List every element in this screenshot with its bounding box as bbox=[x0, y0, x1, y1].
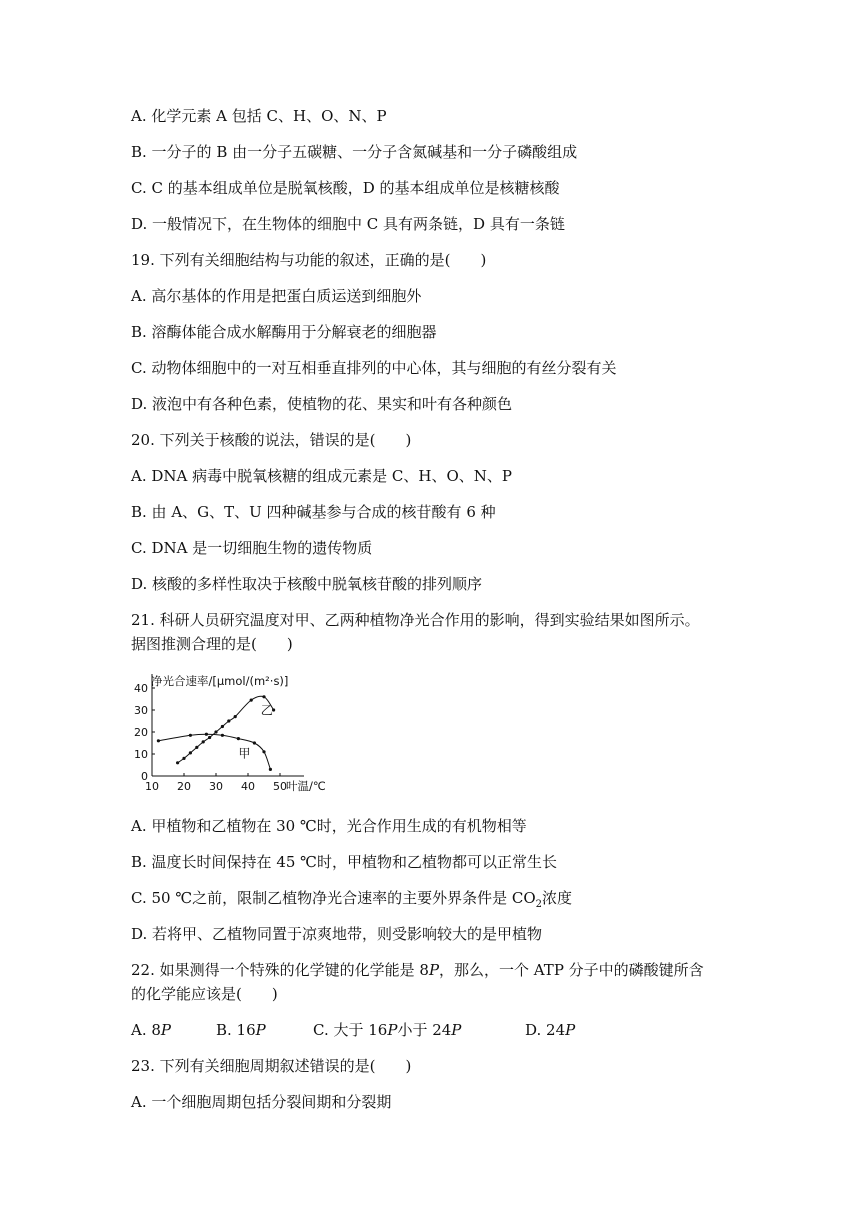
data-point bbox=[157, 739, 160, 742]
q21-option-a: A. 甲植物和乙植物在 30 ℃时，光合作用生成的有机物相等 bbox=[131, 817, 527, 835]
x-tick-label: 10 bbox=[145, 780, 159, 793]
q19-option-c: C. 动物体细胞中的一对互相垂直排列的中心体，其与细胞的有丝分裂有关 bbox=[131, 359, 617, 377]
q22-option-c-var2: P bbox=[451, 1021, 462, 1039]
data-point bbox=[227, 719, 230, 722]
data-point bbox=[195, 746, 198, 749]
q21-stem-line1: 21. 科研人员研究温度对甲、乙两种植物净光合作用的影响，得到实验结果如图所示。 bbox=[131, 611, 700, 629]
q19-option-d: D. 液泡中有各种色素，使植物的花、果实和叶有各种颜色 bbox=[131, 395, 513, 413]
data-point bbox=[221, 725, 224, 728]
q22-stem-text: 22. 如果测得一个特殊的化学键的化学能是 8 bbox=[131, 961, 429, 979]
data-point bbox=[269, 768, 272, 771]
q22-option-c-text: C. 大于 16 bbox=[313, 1021, 388, 1039]
q22-option-c-var1: P bbox=[387, 1021, 398, 1039]
q21-option-c-text: C. 50 ℃之前，限制乙植物净光合速率的主要外界条件是 CO bbox=[131, 889, 536, 907]
series-line-yi bbox=[178, 696, 274, 763]
q21-chart bbox=[128, 668, 338, 796]
data-point bbox=[214, 730, 217, 733]
q21-chart-svg bbox=[128, 668, 338, 796]
x-tick-label: 20 bbox=[177, 780, 191, 793]
data-point bbox=[208, 736, 211, 739]
q18-option-b: B. 一分子的 B 由一分子五碳糖、一分子含氮碱基和一分子磷酸组成 bbox=[131, 143, 578, 161]
q19-stem: 19. 下列有关细胞结构与功能的叙述，正确的是( ) bbox=[131, 251, 487, 269]
data-point bbox=[189, 751, 192, 754]
y-tick-label: 0 bbox=[141, 770, 148, 783]
q21-stem-line2: 据图推测合理的是( ) bbox=[131, 635, 293, 653]
x-tick-label: 50 bbox=[273, 780, 287, 793]
q23-stem: 23. 下列有关细胞周期叙述错误的是( ) bbox=[131, 1057, 412, 1075]
q21-option-c-subscript: 2 bbox=[535, 899, 543, 910]
q19-option-b: B. 溶酶体能合成水解酶用于分解衰老的细胞器 bbox=[131, 323, 437, 341]
data-point bbox=[202, 740, 205, 743]
q18-option-a: A. 化学元素 A 包括 C、H、O、N、P bbox=[131, 107, 387, 125]
q20-option-d: D. 核酸的多样性取决于核酸中脱氧核苷酸的排列顺序 bbox=[131, 575, 483, 593]
q18-option-c: C. C 的基本组成单位是脱氧核酸，D 的基本组成单位是核糖核酸 bbox=[131, 179, 560, 197]
data-point bbox=[189, 734, 192, 737]
q20-stem: 20. 下列关于核酸的说法，错误的是( ) bbox=[131, 431, 412, 449]
data-point bbox=[205, 733, 208, 736]
q22-option-b bbox=[216, 1020, 266, 1040]
data-point bbox=[253, 741, 256, 744]
q21-option-b: B. 温度长时间保持在 45 ℃时，甲植物和乙植物都可以正常生长 bbox=[131, 853, 557, 871]
q20-option-c: C. DNA 是一切细胞生物的遗传物质 bbox=[131, 539, 373, 557]
q22-option-b-var: P bbox=[255, 1021, 266, 1039]
y-tick-label: 10 bbox=[134, 748, 148, 761]
series-label-yi: 乙 bbox=[260, 703, 273, 718]
x-axis-label: 叶温/℃ bbox=[286, 779, 326, 793]
data-point bbox=[237, 737, 240, 740]
x-tick-label: 40 bbox=[241, 780, 255, 793]
q22-option-b-text: B. 16 bbox=[216, 1021, 256, 1039]
y-axis-label: 净光合速率/[μmol/(m²·s)] bbox=[151, 674, 289, 688]
q22-stem-text-end: ，那么，一个 ATP 分子中的磷酸键所含 bbox=[439, 961, 704, 979]
q20-option-a: A. DNA 病毒中脱氧核糖的组成元素是 C、H、O、N、P bbox=[131, 467, 512, 485]
data-point bbox=[250, 699, 253, 702]
q22-option-a bbox=[131, 1020, 171, 1040]
y-tick-label: 40 bbox=[134, 682, 148, 695]
q23-option-a: A. 一个细胞周期包括分裂间期和分裂期 bbox=[131, 1093, 392, 1111]
q19-option-a: A. 高尔基体的作用是把蛋白质运送到细胞外 bbox=[131, 287, 422, 305]
q22-option-d bbox=[525, 1020, 575, 1040]
data-point bbox=[221, 734, 224, 737]
q21-option-d: D. 若将甲、乙植物同置于凉爽地带，则受影响较大的是甲植物 bbox=[131, 925, 543, 943]
q18-option-d: D. 一般情况下，在生物体的细胞中 C 具有两条链，D 具有一条链 bbox=[131, 215, 565, 233]
x-tick-label: 30 bbox=[209, 780, 223, 793]
q22-option-d-var: P bbox=[565, 1021, 576, 1039]
y-tick-label: 30 bbox=[134, 704, 148, 717]
q21-option-c bbox=[131, 888, 572, 915]
series-line-jia bbox=[158, 734, 270, 769]
q22-option-a-text: A. 8 bbox=[131, 1021, 161, 1039]
q22-stem-line2: 的化学能应该是( ) bbox=[131, 985, 278, 1003]
series-label-jia: 甲 bbox=[238, 746, 251, 761]
q22-option-d-text: D. 24 bbox=[525, 1021, 566, 1039]
data-point bbox=[262, 695, 265, 698]
data-point bbox=[262, 750, 265, 753]
data-point bbox=[182, 757, 185, 760]
q22-option-c bbox=[313, 1020, 461, 1040]
q22-var-p: P bbox=[428, 961, 440, 979]
data-point bbox=[234, 715, 237, 718]
q21-option-c-end: 浓度 bbox=[542, 889, 573, 907]
y-tick-label: 20 bbox=[134, 726, 148, 739]
q20-option-b: B. 由 A、G、T、U 四种碱基参与合成的核苷酸有 6 种 bbox=[131, 503, 496, 521]
q22-stem-line1 bbox=[131, 960, 704, 980]
q22-option-c-mid: 小于 24 bbox=[397, 1021, 452, 1039]
data-point bbox=[176, 761, 179, 764]
q22-option-a-var: P bbox=[160, 1021, 172, 1039]
